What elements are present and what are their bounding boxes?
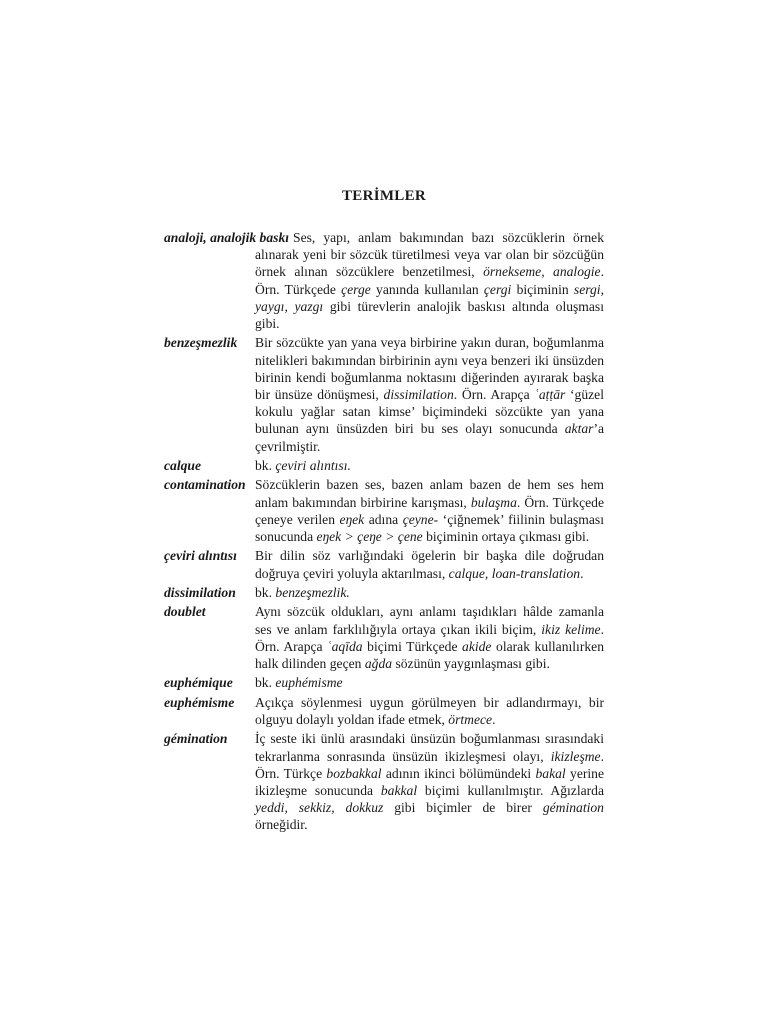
text-run: . Örn. Arapça	[255, 621, 604, 654]
italic-run: çeviri alıntısı.	[275, 458, 351, 474]
text-run: bk.	[255, 458, 276, 474]
italic-run: çergi	[483, 281, 512, 297]
definition-text	[255, 603, 604, 672]
entry-term: benzeşmezlik	[164, 335, 238, 351]
entry-term: euphémisme	[164, 694, 235, 710]
text-run: biçiminin ortaya çıkması gibi.	[422, 529, 590, 545]
italic-run: örnekseme, analogie	[483, 264, 601, 280]
text-run: .	[492, 711, 496, 727]
italic-run: eŋek	[339, 511, 365, 527]
entry-definition	[255, 730, 604, 833]
text-run: .	[580, 565, 584, 581]
text-run: Ses, yapı, anlam bakımından bazı sözcüklerin örnek alınarak yeni bir sözcük türetilmesi veya var olan bir sözcüğün örnek alınan sözcüklere benzetilmesi,	[255, 230, 604, 280]
entry-term: contamination	[164, 477, 246, 493]
definition-text	[255, 584, 604, 601]
entry-definition	[255, 694, 604, 728]
italic-run: eŋek > çeŋe > çene	[316, 529, 423, 545]
entry-term: dissimilation	[164, 585, 236, 600]
definition-text	[255, 476, 604, 545]
glossary-entry	[164, 457, 604, 474]
text-run: Sözcüklerin bazen ses, bazen anlam bazen de hem ses hem anlam bakımından birbirine karışması,	[255, 477, 604, 510]
italic-run: ikiz kelime	[541, 621, 601, 637]
entry-definition	[255, 457, 604, 474]
glossary-entry	[164, 229, 604, 332]
text-run: biçimi kullanılmıştır. Ağızlarda	[417, 782, 605, 798]
italic-run: yeddi, sekkiz, dokkuz	[255, 800, 384, 816]
definition-text	[255, 674, 604, 691]
entry-term: çeviri alıntısı	[164, 548, 237, 564]
text-run: gibi biçimler de birer	[383, 800, 543, 816]
text-run: olarak kullanılırken halk dilinden geçen	[255, 638, 604, 671]
entry-term: gémination	[164, 731, 228, 747]
entry-definition	[255, 584, 604, 601]
entry-definition	[255, 547, 604, 581]
text-run: bk.	[255, 585, 276, 600]
entry-term: euphémique	[164, 675, 233, 691]
text-run: Bir sözcükte yan yana veya birbirine yakın duran, boğumlanma nitelikleri bakımından birbirinin aynı veya benzeri iki ünsüzden birinin kendi boğumlanma noktasını diğerinden ayırarak başka bir ünsüze dönüşmesi,	[255, 335, 604, 403]
italic-run: euphémisme	[275, 675, 343, 691]
text-run: ‘güzel kokulu yağlar satan kimse’ biçimindeki sözcükte yan yana bulunan aynı ünsüzden biri bu ses olayı sonucunda	[255, 387, 604, 437]
text-run: gibi türevlerin analojik baskısı altında oluşması gibi.	[255, 298, 604, 332]
text-run: . Örn. Türkçede çeneye verilen	[255, 494, 605, 527]
text-run: örneğidir.	[255, 817, 308, 833]
definition-text	[255, 457, 604, 474]
entry-term: doublet	[164, 604, 206, 620]
text-run: sözünün yaygınlaşması gibi.	[392, 656, 550, 671]
text-run: bk.	[255, 675, 276, 691]
entry-definition	[255, 603, 604, 672]
italic-run: akide	[462, 638, 492, 654]
italic-run: ʿaṭṭār	[534, 387, 566, 403]
glossary-entry	[164, 603, 604, 672]
text-run: . Örn. Türkçe	[255, 748, 604, 781]
italic-run: benzeşmezlik.	[275, 585, 350, 600]
page-title: TERİMLER	[341, 188, 427, 204]
text-run: yanında kullanılan	[370, 281, 484, 297]
glossary-entry	[164, 674, 604, 691]
glossary-entry	[164, 694, 604, 728]
text-run: Aynı sözcük oldukları, aynı anlamı taşıdıkları hâlde zamanla ses ve anlam farklılığıyla ortaya çıkan ikili biçim,	[255, 604, 604, 637]
entry-definition	[255, 476, 604, 545]
italic-run: dissimilation	[383, 387, 454, 403]
entry-definition	[255, 674, 604, 691]
entry-definition	[255, 334, 604, 454]
text-run: İç seste iki ünlü arasındaki ünsüzün boğumlanması sırasındaki tekrarlanma sonrasında ünsüzün ikizleşmesi olayı,	[255, 731, 604, 764]
glossary-entry	[164, 476, 604, 545]
italic-run: bakkal	[380, 782, 418, 798]
glossary-entry	[164, 334, 604, 454]
italic-run: çeyne-	[402, 511, 439, 527]
definition-text	[255, 730, 604, 833]
italic-run: ağda	[364, 656, 393, 671]
italic-run: bozbakkal	[326, 765, 382, 781]
entry-definition	[255, 229, 604, 332]
italic-run: ikizleşme	[550, 748, 601, 764]
text-run: . Örn. Arapça	[453, 387, 535, 403]
text-run: biçiminin	[511, 281, 574, 297]
italic-run: calque, loan-translation	[448, 565, 581, 581]
italic-run: bulaşma	[470, 494, 517, 510]
definition-text	[255, 334, 604, 454]
text-run: Açıkça söylenmesi uygun görülmeyen bir adlandırmayı, bir olguyu dolaylı yoldan ifade etmek,	[255, 694, 604, 727]
italic-run: aktar	[564, 421, 594, 437]
italic-run: gémination	[542, 800, 604, 816]
italic-run: örtmece	[448, 711, 493, 727]
definition-text	[255, 229, 604, 332]
text-run: . Örn. Türkçede	[255, 264, 604, 297]
entry-term: calque	[164, 458, 201, 474]
glossary-entry	[164, 584, 604, 601]
text-run: Bir dilin söz varlığındaki ögelerin bir başka dile doğrudan doğruya çeviri yoluyla aktarılması,	[255, 548, 604, 581]
glossary-entry	[164, 730, 604, 833]
italic-run: ʿaqīda	[327, 638, 363, 654]
definition-text	[255, 547, 604, 581]
italic-run: çerge	[341, 281, 371, 297]
text-run: ‘çiğnemek’ fiilinin bulaşması sonucunda	[255, 511, 604, 545]
text-run: adının ikinci bölümündeki	[381, 765, 536, 781]
text-run: adına	[364, 511, 403, 527]
definition-text	[255, 694, 604, 728]
text-run: ’a çevrilmiştir.	[255, 421, 604, 454]
text-run: yerine ikizleşme sonucunda	[255, 765, 604, 798]
italic-run: sergi, yaygı, yazgı	[255, 281, 604, 314]
glossary-entry	[164, 547, 604, 581]
text-run: biçimi Türkçede	[362, 638, 463, 654]
glossary	[164, 229, 604, 836]
entry-term: analoji, analojik baskı	[164, 230, 290, 245]
italic-run: bakal	[535, 765, 566, 781]
